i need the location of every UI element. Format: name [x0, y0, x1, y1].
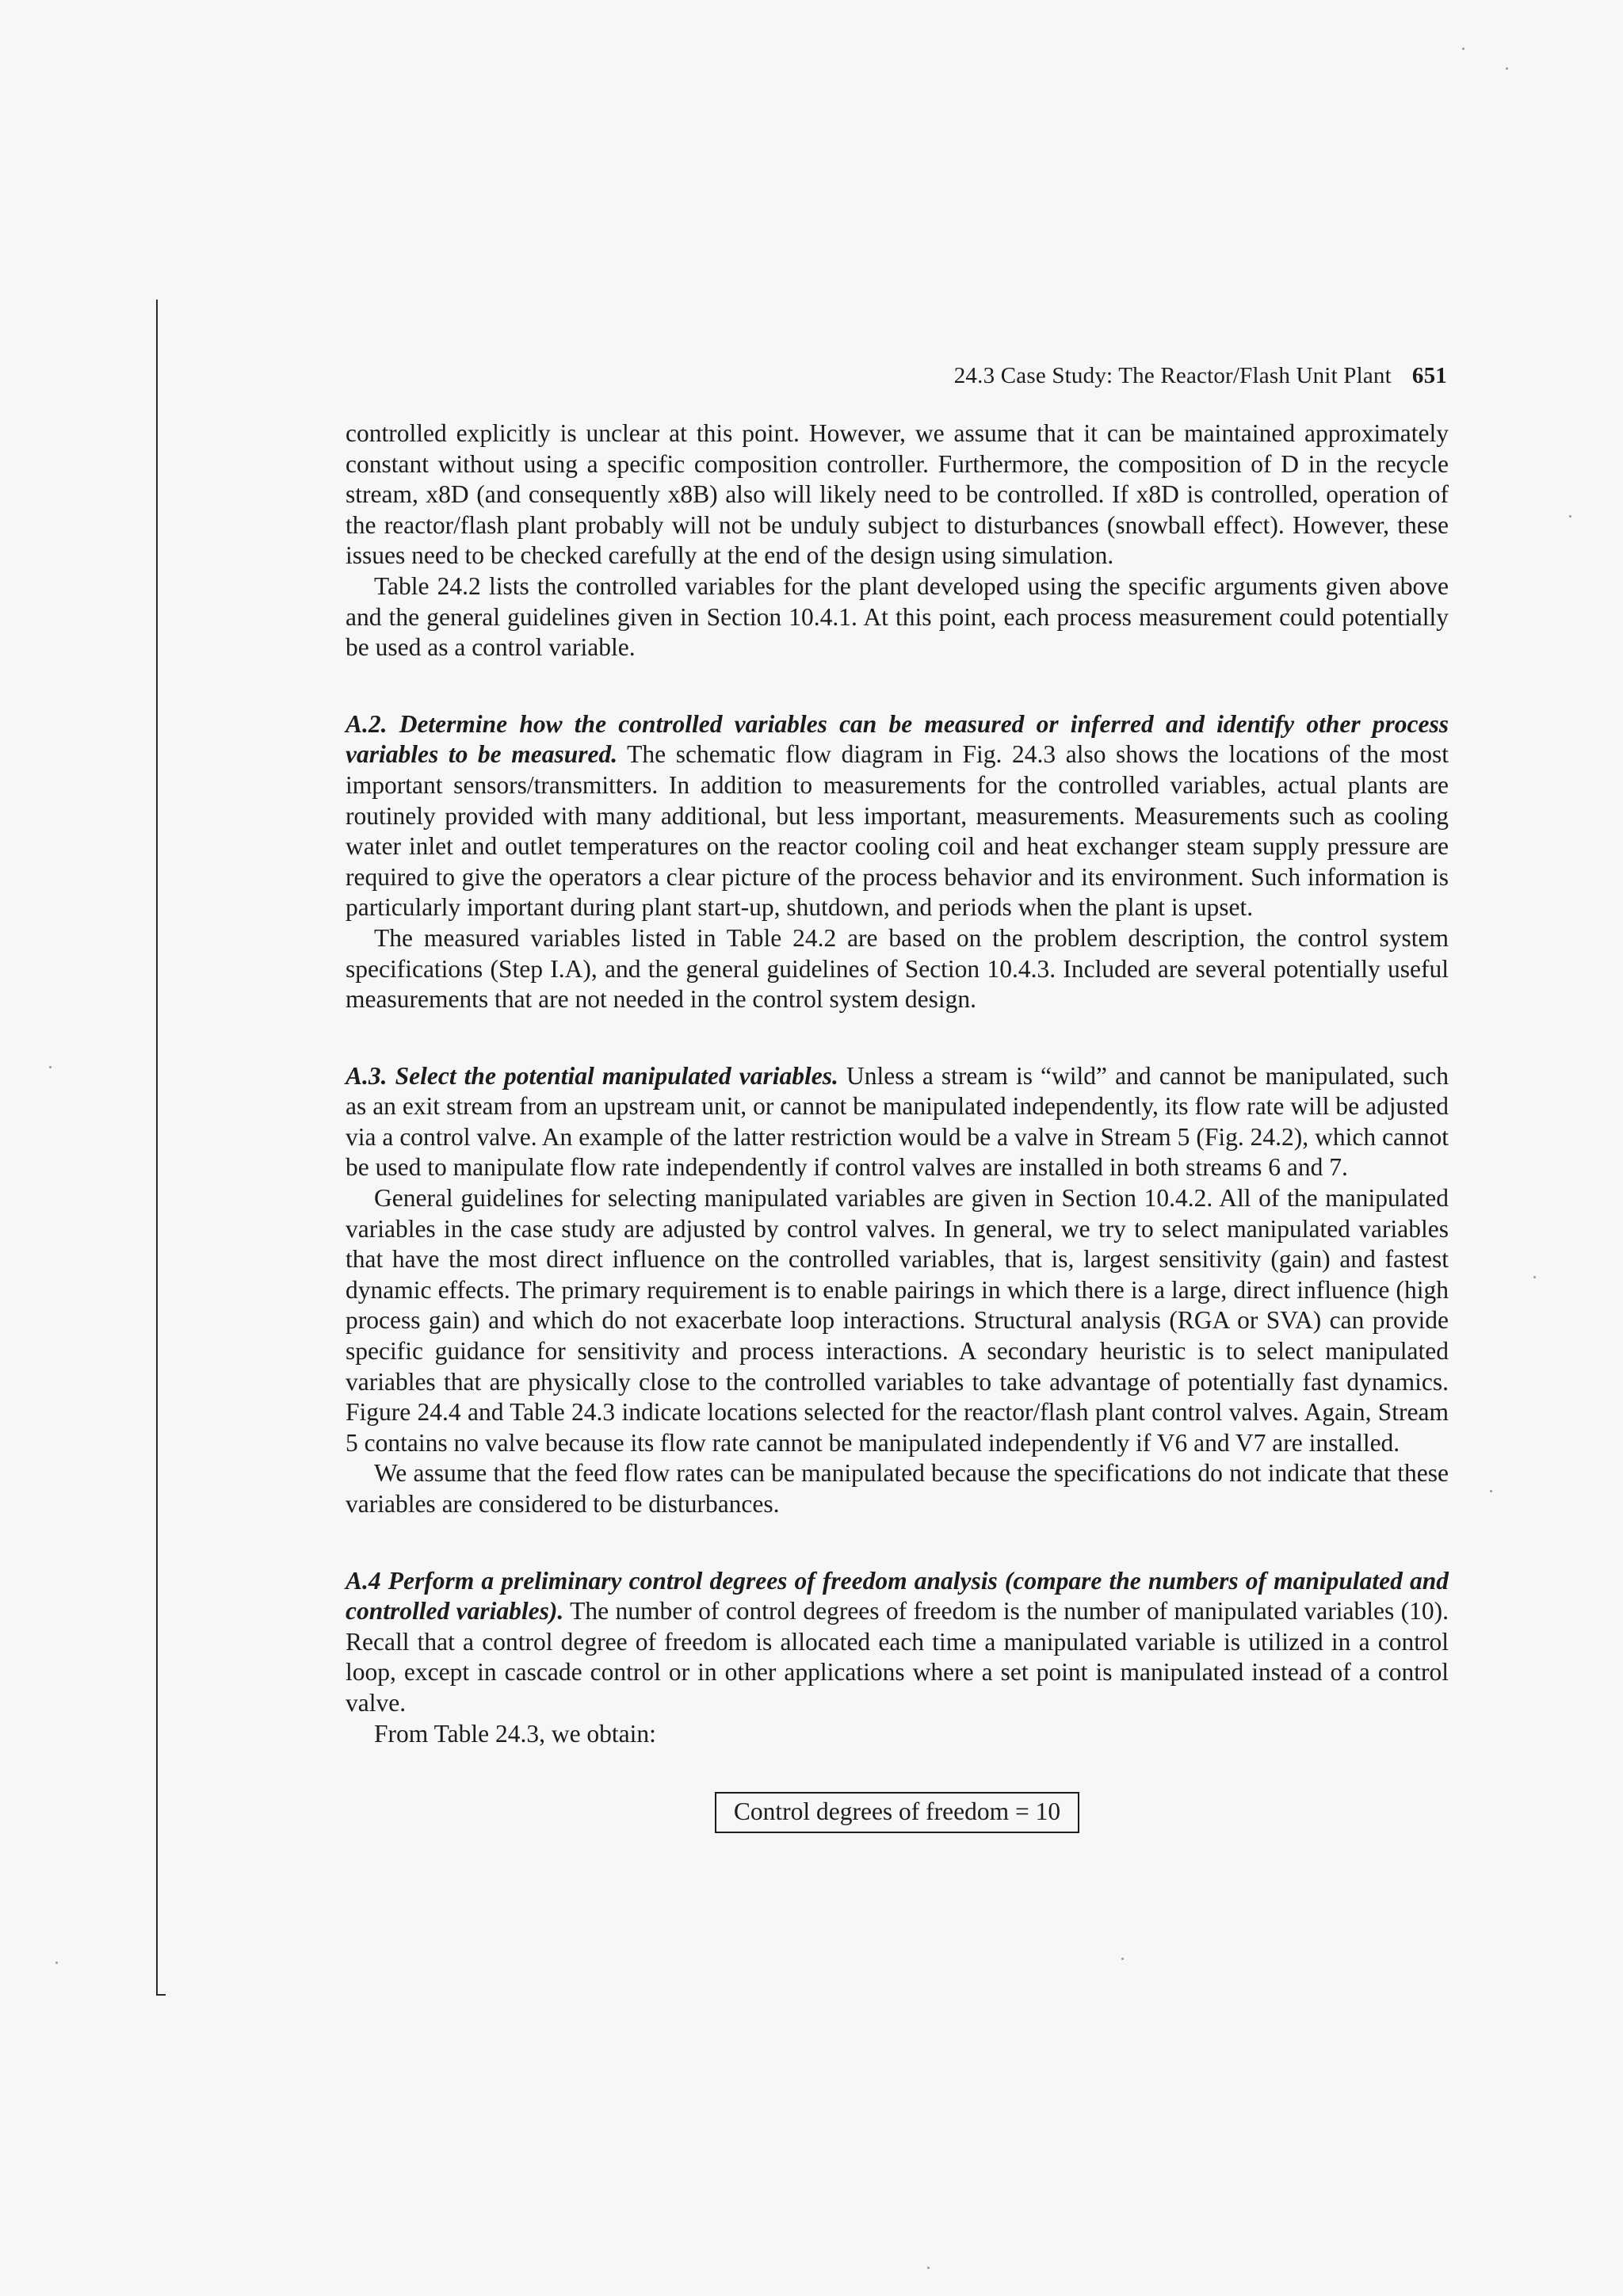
result-equation: Control degrees of freedom = 10 [715, 1792, 1079, 1833]
paragraph [346, 709, 1449, 923]
scan-speck [49, 1066, 52, 1068]
result-box [346, 1792, 1449, 1833]
page-number: 651 [1411, 363, 1447, 388]
section-a3 [346, 1061, 1449, 1520]
scan-speck [1533, 1276, 1536, 1278]
paragraph [346, 1061, 1449, 1183]
paragraph: The measured variables listed in Table 24.2 are based on the problem description, the control system specifications (Step I.A), and the general guidelines of Section 10.4.3. Included are several potentially useful measurements that are not needed in the control system design. [346, 923, 1449, 1014]
paragraph: We assume that the feed flow rates can be manipulated because the specifications do not indicate that these variables are considered to be disturbances. [346, 1459, 1449, 1518]
paragraph: From Table 24.3, we obtain: [374, 1719, 656, 1748]
scan-speck [1490, 1490, 1492, 1492]
body-text [346, 418, 1449, 1833]
margin-rule-foot [156, 1994, 166, 1996]
section-a2 [346, 709, 1449, 1015]
paragraph-text: Unless a stream is “wild” and cannot be manipulated, such as an exit stream from an upstream unit, or cannot be manipulated independently, its flow rate will be adjusted via a control valve. An example of the latter restriction would be a valve in Stream 5 (Fig. 24.2), which cannot be used to manipulate flow rate independently if control valves are installed in both streams 6 and 7. [346, 1061, 1449, 1182]
scan-speck [927, 2267, 930, 2269]
section-heading: A.2. Determine how the controlled variables can be measured or inferred and identify other process variables to be measured. [346, 709, 1449, 769]
intro-section [346, 418, 1449, 663]
section-heading: A.3. Select the potential manipulated variables. [346, 1061, 838, 1090]
paragraph: Table 24.2 lists the controlled variables for the plant developed using the specific arguments given above and the general guidelines given in Section 10.4.1. At this point, each process measurement could potentially be used as a control variable. [346, 571, 1449, 662]
running-title: 24.3 Case Study: The Reactor/Flash Unit Plant [953, 363, 1392, 388]
scan-speck [1506, 67, 1508, 70]
scan-speck [1121, 1958, 1124, 1960]
section-heading: A.4 Perform a preliminary control degrees of freedom analysis (compare the numbers of manipulated and controlled variables). [346, 1566, 1449, 1626]
paragraph [346, 1566, 1449, 1719]
paragraph-text: The number of control degrees of freedom is the number of manipulated variables (10). Recall that a control degree of freedom is allocated each time a manipulated variable is utilized in a control loop, except in cascade control or in other applications where a set point is manipulated instead of a control valve. [346, 1597, 1449, 1717]
paragraph-text: The schematic flow diagram in Fig. 24.3 also shows the locations of the most important sensors/transmitters. In addition to measurements for the controlled variables, actual plants are routinely provided with many additional, but less important, measurements. Measurements such as cooling water inlet and outlet temperatures on the reactor cooling coil and heat exchanger steam supply pressure are required to give the operators a clear picture of the process behavior and its environment. Such information is particularly important during plant start-up, shutdown, and periods when the plant is upset. [346, 740, 1449, 922]
scan-speck [1569, 515, 1571, 518]
section-a4 [346, 1566, 1449, 1834]
running-head [954, 363, 1447, 389]
scan-speck [55, 1962, 58, 1964]
paragraph: General guidelines for selecting manipulated variables are given in Section 10.4.2. All of the manipulated variables in the case study are adjusted by control valves. In general, we try to select manipulated variables that have the most direct influence on the controlled variables, that is, largest sensitivity (gain) and fastest dynamic effects. The primary requirement is to enable pairings in which there is a large, direct influence (high process gain) and which do not exacerbate loop interactions. Structural analysis (RGA or SVA) can provide specific guidance for sensitivity and process interactions. A secondary heuristic is to select manipulated variables that are physically close to the controlled variables to take advantage of potentially fast dynamics. Figure 24.4 and Table 24.3 indicate locations selected for the reactor/flash plant control valves. Again, Stream 5 contains no valve because its flow rate cannot be manipulated independently if V6 and V7 are installed. [346, 1184, 1449, 1457]
scan-speck [1462, 48, 1465, 50]
margin-rule [156, 300, 158, 1996]
paragraph: controlled explicitly is unclear at this point. However, we assume that it can be maintained approximately constant without using a specific composition controller. Furthermore, the composition of D in the recycle stream, x8D (and consequently x8B) also will likely need to be controlled. If x8D is controlled, operation of the reactor/flash plant probably will not be unduly subject to disturbances (snowball effect). However, these issues need to be checked carefully at the end of the design using simulation. [346, 419, 1449, 570]
